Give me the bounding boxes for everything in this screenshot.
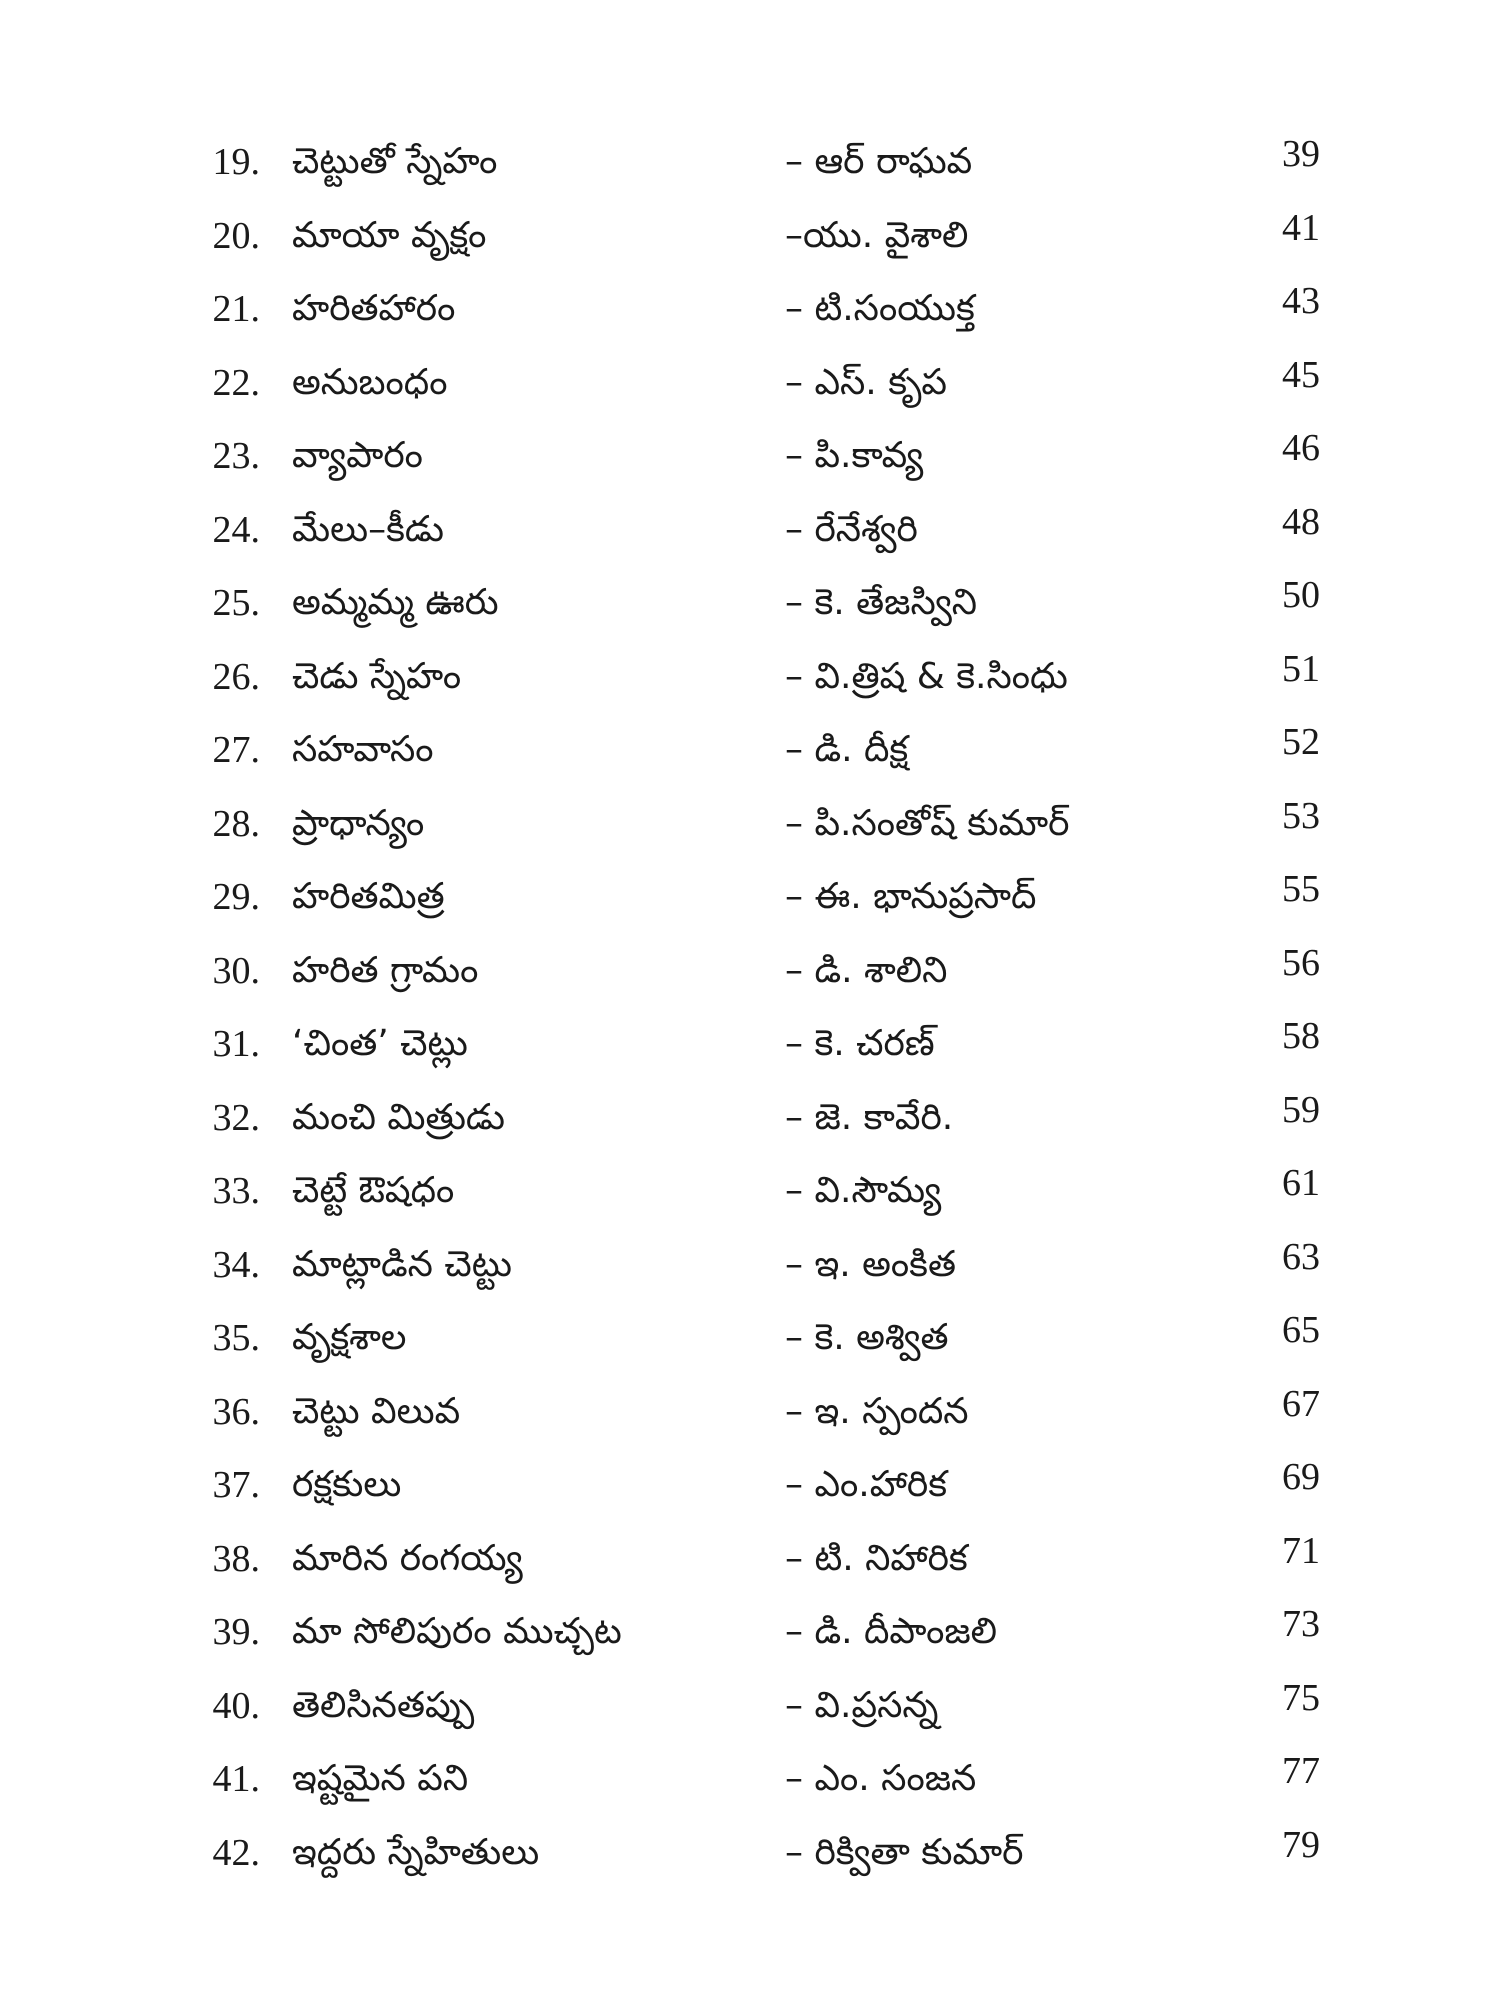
entry-title: మారిన రంగయ్య [292, 1537, 523, 1579]
entry-title: చెట్టుతో స్నేహం [292, 141, 498, 182]
toc-entry [0, 573, 1500, 647]
entry-title: ‘చింత’ చెట్లు [292, 1023, 468, 1064]
toc-entry [0, 1676, 1500, 1750]
entry-title: హరితమిత్ర [292, 876, 445, 917]
entry-title: మంచి మిత్రుడు [292, 1096, 506, 1138]
entry-title: చెట్టే ఔషధం [292, 1170, 455, 1211]
entry-author: – టి.సంయుక్త [785, 288, 975, 329]
entry-page-number: 61 [1282, 1162, 1320, 1204]
entry-number: 25. [212, 582, 260, 624]
entry-page-number: 71 [1282, 1529, 1320, 1572]
entry-page-number: 56 [1282, 941, 1320, 984]
entry-number: 41. [212, 1758, 260, 1800]
entry-title: ప్రాధాన్యం [292, 802, 425, 844]
entry-author: – ఎస్. కృప [785, 361, 947, 403]
entry-title: వ్యాపారం [292, 435, 423, 476]
toc-entry [0, 1308, 1500, 1382]
entry-page-number: 46 [1282, 427, 1320, 469]
entry-author: – ఎం. సంజన [785, 1758, 977, 1799]
entry-page-number: 59 [1282, 1088, 1320, 1131]
toc-entry [0, 426, 1500, 500]
entry-page-number: 69 [1282, 1456, 1320, 1498]
entry-author: – వి.సౌమ్య [785, 1170, 942, 1211]
toc-entry [0, 867, 1500, 941]
toc-entry [0, 1088, 1500, 1162]
entry-author: – పి.సంతోష్ కుమార్ [785, 802, 1070, 844]
entry-number: 21. [212, 288, 260, 330]
entry-page-number: 65 [1282, 1309, 1320, 1351]
toc-entry [0, 1823, 1500, 1897]
entry-number: 35. [212, 1317, 260, 1359]
entry-number: 37. [212, 1464, 260, 1506]
toc-entry [0, 206, 1500, 280]
toc-entry [0, 1749, 1500, 1823]
entry-author: –యు. వైశాలి [785, 214, 969, 256]
entry-number: 31. [212, 1023, 260, 1065]
entry-title: హరిత గ్రామం [292, 949, 479, 991]
entry-page-number: 79 [1282, 1823, 1320, 1866]
entry-title: ఇష్టమైన పని [292, 1758, 469, 1799]
entry-number: 24. [212, 508, 260, 551]
entry-author: – కె. చరణ్ [785, 1023, 935, 1064]
entry-author: – డి. దీక్ష [785, 729, 909, 770]
entry-title: సహవాసం [292, 729, 434, 770]
entry-page-number: 48 [1282, 500, 1320, 543]
entry-page-number: 53 [1282, 794, 1320, 837]
entry-title: చెట్టు విలువ [292, 1390, 461, 1432]
entry-number: 23. [212, 435, 260, 477]
toc-entry [0, 1161, 1500, 1235]
entry-number: 39. [212, 1611, 260, 1653]
entry-page-number: 63 [1282, 1235, 1320, 1278]
entry-page-number: 50 [1282, 574, 1320, 616]
entry-title: మా సోలిపురం ముచ్చట [292, 1611, 622, 1652]
entry-number: 33. [212, 1170, 260, 1212]
toc-entry [0, 1602, 1500, 1676]
entry-author: – ఇ. స్పందన [785, 1390, 969, 1432]
toc-entry [0, 279, 1500, 353]
entry-page-number: 75 [1282, 1676, 1320, 1719]
entry-author: – జె. కావేరి. [785, 1096, 954, 1138]
entry-page-number: 45 [1282, 353, 1320, 396]
entry-page-number: 43 [1282, 280, 1320, 322]
entry-title: వృక్షశాల [292, 1317, 407, 1358]
toc-entry [0, 500, 1500, 574]
toc-entry [0, 1455, 1500, 1529]
entry-number: 27. [212, 729, 260, 771]
entry-author: – డి. దీపాంజలి [785, 1611, 998, 1652]
entry-number: 22. [212, 361, 260, 404]
entry-author: – టి. నిహారిక [785, 1537, 968, 1579]
entry-number: 20. [212, 214, 260, 257]
toc-entry [0, 132, 1500, 206]
entry-number: 42. [212, 1831, 260, 1874]
entry-number: 40. [212, 1684, 260, 1727]
entry-title: అనుబంధం [292, 361, 448, 403]
entry-number: 28. [212, 802, 260, 845]
entry-title: హరితహారం [292, 288, 456, 329]
entry-number: 29. [212, 876, 260, 918]
entry-title: ఇద్దరు స్నేహితులు [292, 1831, 540, 1873]
toc-entry [0, 1529, 1500, 1603]
entry-page-number: 52 [1282, 721, 1320, 763]
entry-page-number: 39 [1282, 133, 1320, 175]
entry-author: – ఎం.హారిక [785, 1464, 948, 1505]
entry-number: 32. [212, 1096, 260, 1139]
toc-entry [0, 941, 1500, 1015]
entry-title: మేలు–కీడు [292, 508, 444, 550]
entry-page-number: 55 [1282, 868, 1320, 910]
entry-number: 36. [212, 1390, 260, 1433]
entry-number: 26. [212, 655, 260, 698]
entry-page-number: 41 [1282, 206, 1320, 249]
entry-title: రక్షకులు [292, 1464, 402, 1505]
entry-author: – ఇ. అంకిత [785, 1243, 956, 1285]
toc-entry [0, 647, 1500, 721]
entry-page-number: 58 [1282, 1015, 1320, 1057]
entry-page-number: 77 [1282, 1750, 1320, 1792]
entry-number: 30. [212, 949, 260, 992]
entry-title: అమ్మమ్మ ఊరు [292, 582, 499, 623]
table-of-contents [0, 132, 1500, 1896]
entry-author: – వి.ప్రసన్న [785, 1684, 939, 1726]
entry-author: – డి. శాలిని [785, 949, 948, 991]
entry-author: – కె. తేజస్విని [785, 582, 978, 623]
entry-author: – ఆర్ రాఘవ [785, 141, 973, 182]
entry-author: – కె. అశ్విత [785, 1317, 949, 1358]
entry-title: తెలిసినతప్పు [292, 1684, 475, 1726]
entry-page-number: 67 [1282, 1382, 1320, 1425]
entry-page-number: 73 [1282, 1603, 1320, 1645]
entry-number: 38. [212, 1537, 260, 1580]
entry-number: 34. [212, 1243, 260, 1286]
entry-author: – రేనేశ్వరి [785, 508, 918, 550]
toc-entry [0, 720, 1500, 794]
entry-title: చెడు స్నేహం [292, 655, 462, 697]
entry-title: మాట్లాడిన చెట్టు [292, 1243, 512, 1285]
toc-entry [0, 1014, 1500, 1088]
entry-title: మాయా వృక్షం [292, 214, 487, 256]
toc-entry [0, 1235, 1500, 1309]
entry-author: – ఈ. భానుప్రసాద్ [785, 876, 1037, 917]
entry-author: – వి.త్రిష & కె.సింధు [785, 655, 1068, 697]
entry-author: – పి.కావ్య [785, 435, 924, 476]
entry-number: 19. [212, 141, 260, 183]
toc-entry [0, 353, 1500, 427]
toc-entry [0, 794, 1500, 868]
entry-author: – రిక్వితా కుమార్ [785, 1831, 1024, 1873]
entry-page-number: 51 [1282, 647, 1320, 690]
toc-entry [0, 1382, 1500, 1456]
